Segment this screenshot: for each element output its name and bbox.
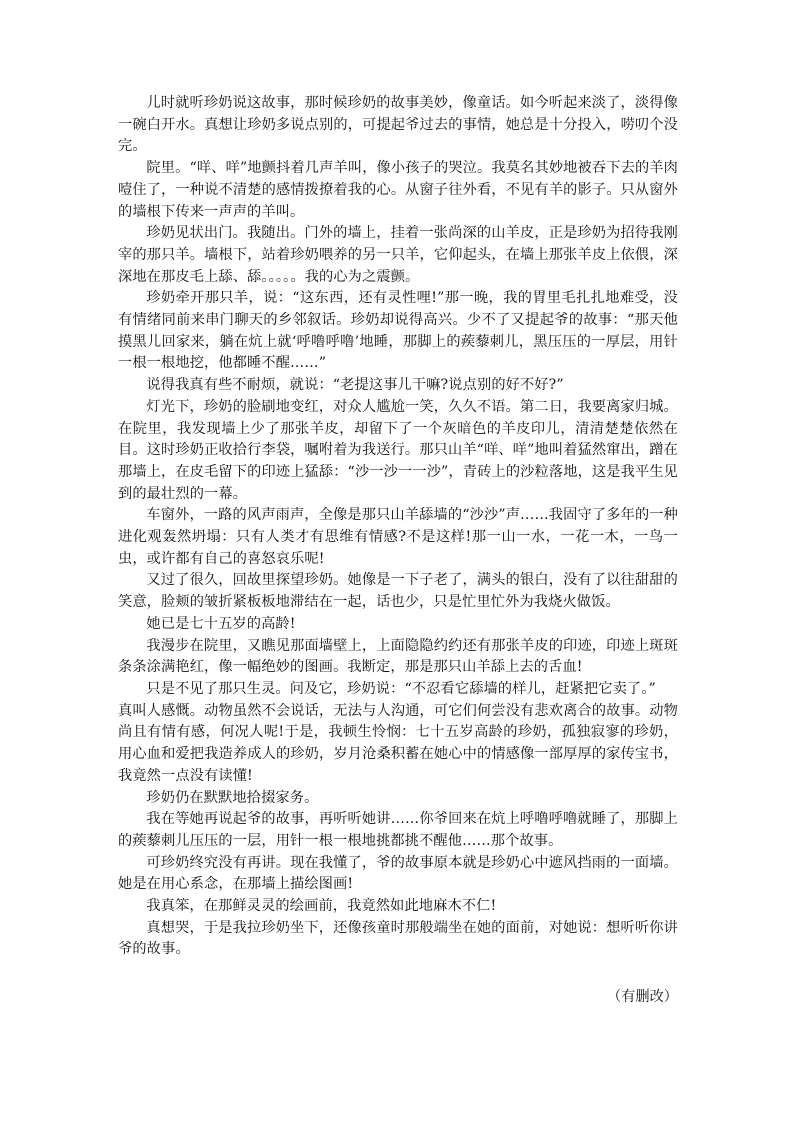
paragraph-3: 珍奶见状出门。我随出。门外的墙上，挂着一张尚深的山羊皮，正是珍奶为招待我刚宰的那只羊。墙根下，站着珍奶喂养的另一只羊，它仰起头，在墙上那张羊皮上依偎，深深地在那皮毛上舔、舔。。。。。我的心为之震颤。 (118, 225, 678, 285)
paragraph-17: 真想哭，于是我拉珍奶坐下，还像孩童时那般端坐在她的面前，对她说：想听听你讲爷的故事。 (118, 919, 678, 958)
source-note: （有删改） (607, 989, 678, 1005)
paragraph-14: 我在等她再说起爷的故事，再听听她讲……你爷回来在炕上呼噜呼噜就睡了，那脚上的蒺藜刺儿压压的一层，用针一根一根地挑都挑不醒他……那个故事。 (118, 811, 678, 849)
paragraph-10: 我漫步在院里，又瞧见那面墙壁上，上面隐隐约约还有那张羊皮的印迹，印迹上斑斑条条涂满艳红，像一幅绝妙的图画。我断定，那是那只山羊舔上去的舌血! (118, 637, 678, 676)
article-body (118, 93, 678, 961)
paragraph-15: 可珍奶终究没有再讲。现在我懂了，爷的故事原本就是珍奶心中遮风挡雨的一面墙。她是在用心系念，在那墙上描绘图画! (118, 854, 678, 893)
paragraph-13: 珍奶仍在默默地拾掇家务。 (146, 789, 319, 806)
paragraph-8: 又过了很久，回故里探望珍奶。她像是一下子老了，满头的银白，没有了以往甜甜的笑意，脸颊的皱折紧板板地滞结在一起，话也少，只是忙里忙外为我烧火做饭。 (118, 572, 678, 611)
paragraph-16: 我真笨，在那鲜灵灵的绘画前，我竟然如此地麻木不仁! (146, 898, 497, 915)
paragraph-4: 珍奶牵开那只羊，说：“这东西，还有灵性哩!”那一晚，我的胃里毛扎扎地难受，没有情绪同前来串门聊天的乡邻叙话。珍奶却说得高兴。少不了又提起爷的故事：“那天他摸黑儿回家来，躺在炕上就‘呼噜呼噜’地睡，那脚上的蒺藜刺儿，黑压压的一厚层，用针一根一根地挖，他都睡不醒……” (118, 290, 678, 372)
paragraph-12: 真叫人感慨。动物虽然不会说话，无法与人沟通，可它们何尝没有悲欢离合的故事。动物尚且有情有感，何况人呢!于是，我顿生怜悯：七十五岁高龄的珍奶，孤独寂寥的珍奶，用心血和爱把我造养成人的珍奶，岁月沧桑积蓄在她心中的情感像一部厚厚的家传宝书，我竟然一点没有读懂! (118, 702, 678, 784)
paragraph-1: 儿时就听珍奶说这故事，那时候珍奶的故事美妙，像童话。如今听起来淡了，淡得像一碗白开水。真想让珍奶多说点别的，可提起爷过去的事情，她总是十分投入，唠叨个没完。 (118, 95, 678, 155)
paragraph-5: 说得我真有些不耐烦，就说：“老提这事儿干嘛?说点别的好不好?” (146, 377, 564, 394)
paragraph-9: 她已是七十五岁的高龄! (146, 615, 296, 632)
paragraph-2: 院里。“咩、咩”地颤抖着几声羊叫，像小孩子的哭泣。我莫名其妙地被吞下去的羊肉噎住了，一种说不清楚的感情拨撩着我的心。从窗子往外看，不见有羊的影子。只从窗外的墙根下传来一声声的羊叫。 (118, 160, 678, 220)
paragraph-6: 灯光下，珍奶的脸刷地变红，对众人尴尬一笑，久久不语。第二日，我要离家归城。在院里，我发现墙上少了那张羊皮，却留下了一个灰暗色的羊皮印儿，清清楚楚依然在目。这时珍奶正收拾行李袋，嘱咐着为我送行。那只山羊“咩、咩”地叫着猛然窜出，蹭在那墙上，在皮毛留下的印迹上猛舔：“沙一沙一一沙”，青砖上的沙粒落地，这是我平生见到的最壮烈的一幕。 (118, 398, 678, 502)
paragraph-11: 只是不见了那只生灵。问及它，珍奶说：“不忍看它舔墙的样儿，赶紧把它卖了。” (146, 680, 656, 697)
paragraph-7: 车窗外，一路的风声雨声，全像是那只山羊舔墙的“沙沙”声……我固守了多年的一种进化观轰然坍塌：只有人类才有思维有情感?不是这样!那一山一水，一花一木，一鸟一虫，或许都有自己的喜怒哀乐呢! (118, 507, 678, 567)
